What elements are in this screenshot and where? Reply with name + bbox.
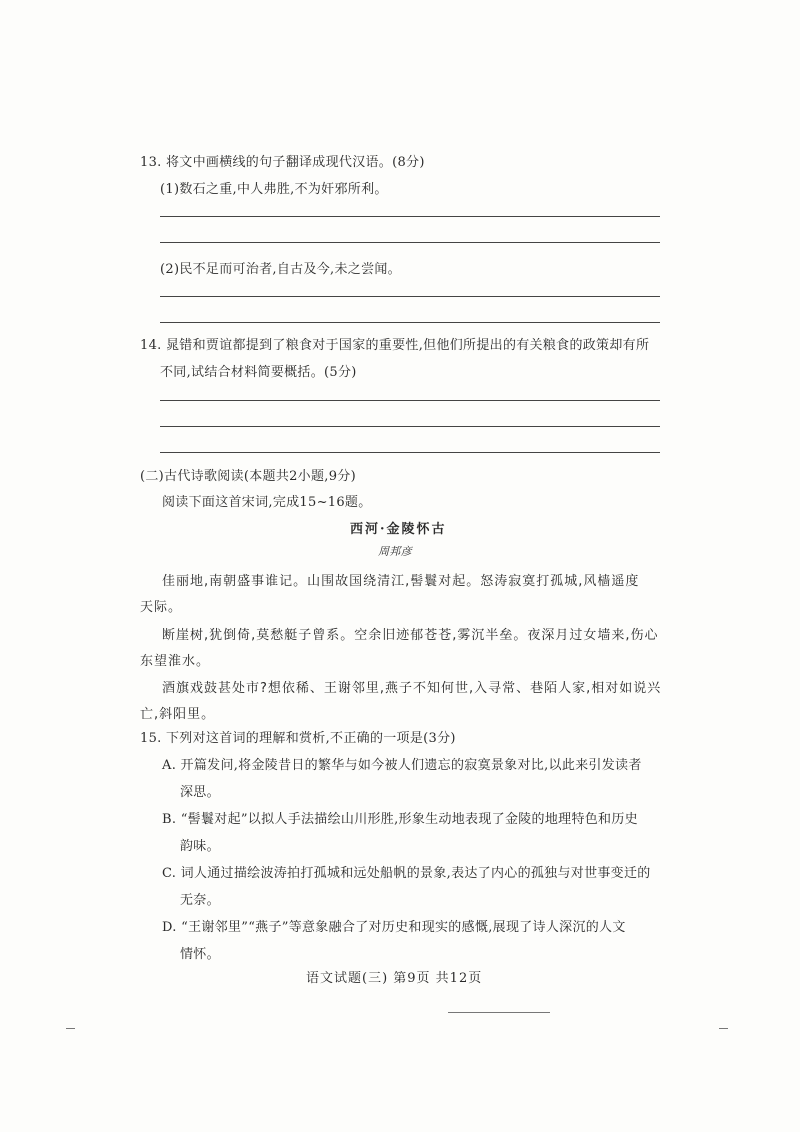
poem-title: 西河·金陵怀古 xyxy=(350,522,447,537)
q13-prompt: 13. 将文中画横线的句子翻译成现代汉语。(8分) xyxy=(140,155,425,170)
poem-stanza3-line2: 亡,斜阳里。 xyxy=(140,707,216,722)
q15-option-d-cont: 情怀。 xyxy=(180,947,220,962)
q15-option-b-cont: 韵味。 xyxy=(180,839,220,854)
q15-option-c: C. 词人通过描绘波涛拍打孤城和远处船帆的景象,表达了内心的孤独与对世事变迁的 xyxy=(162,866,651,881)
q15-option-d: D. “王谢邻里”“燕子”等意象融合了对历史和现实的感慨,展现了诗人深沉的人文 xyxy=(162,920,626,935)
answer-line xyxy=(160,426,660,427)
q15-option-c-cont: 无奈。 xyxy=(180,893,220,908)
answer-line xyxy=(160,322,660,323)
poem-stanza2-line2: 东望淮水。 xyxy=(140,654,211,669)
divider xyxy=(448,1012,550,1013)
section-instruction: 阅读下面这首宋词,完成15~16题。 xyxy=(162,495,372,510)
poem-stanza2-line1: 断崖树,犹倒倚,莫愁艇子曾系。空余旧迹郁苍苍,雾沉半垒。夜深月过女墙来,伤心 xyxy=(162,628,659,643)
poem-stanza1-line2: 天际。 xyxy=(140,600,183,615)
page-footer: 语文试题(三) 第9页 共12页 xyxy=(306,971,483,986)
answer-line xyxy=(160,452,660,453)
poem-stanza3-line1: 酒旗戏鼓甚处市?想依稀、王谢邻里,燕子不知何世,入寻常、巷陌人家,相对如说兴 xyxy=(162,681,662,696)
answer-line xyxy=(160,400,660,401)
q15-option-a-cont: 深思。 xyxy=(180,785,220,800)
answer-line xyxy=(160,216,660,217)
edge-mark xyxy=(719,1028,728,1029)
q13-sub2: (2)民不足而可治者,自古及今,未之尝闻。 xyxy=(160,262,401,277)
q15-option-b: B. “髻鬟对起”以拟人手法描绘山川形胜,形象生动地表现了金陵的地理特色和历史 xyxy=(162,812,638,827)
q14-line1: 14. 晁错和贾谊都提到了粮食对于国家的重要性,但他们所提出的有关粮食的政策却有所 xyxy=(140,338,650,353)
q13-sub1: (1)数石之重,中人弗胜,不为奸邪所利。 xyxy=(160,182,388,197)
poem-stanza1-line1: 佳丽地,南朝盛事谁记。山围故国绕清江,髻鬟对起。怒涛寂寞打孤城,风樯遥度 xyxy=(162,574,640,589)
poem-author: 周邦彦 xyxy=(378,545,412,558)
q14-line2: 不同,试结合材料简要概括。(5分) xyxy=(160,365,357,380)
answer-line xyxy=(160,242,660,243)
edge-mark xyxy=(66,1028,75,1029)
answer-line xyxy=(160,296,660,297)
section-heading: (二)古代诗歌阅读(本题共2小题,9分) xyxy=(140,469,356,484)
q15-prompt: 15. 下列对这首词的理解和赏析,不正确的一项是(3分) xyxy=(140,731,456,746)
q15-option-a: A. 开篇发问,将金陵昔日的繁华与如今被人们遗忘的寂寞景象对比,以此来引发读者 xyxy=(162,758,642,773)
